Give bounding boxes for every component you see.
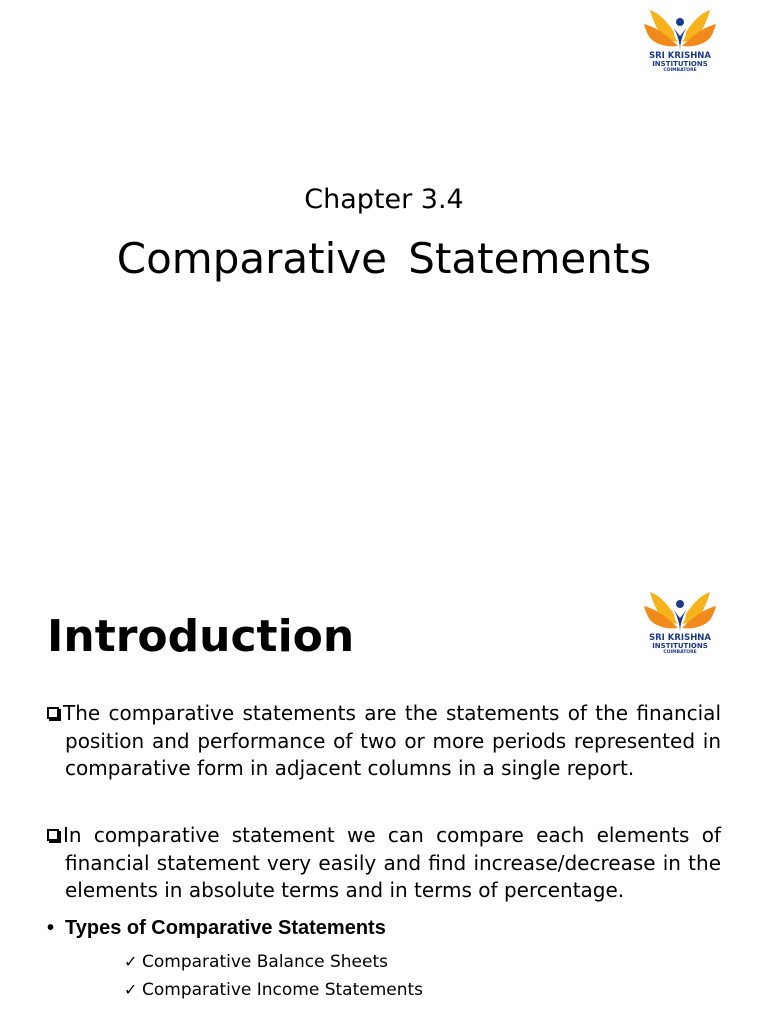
checkmark-icon: ✓: [124, 952, 138, 971]
paragraph-comparison: [47, 822, 721, 905]
book-wings-logo-icon: [640, 6, 720, 52]
slide-title: Comparative Statements: [116, 234, 652, 283]
logo-text-line2: INSTITUTIONS: [652, 60, 708, 68]
list-item: [124, 976, 423, 1004]
logo-text-line3: COIMBATORE: [663, 68, 697, 73]
list-item-text: Comparative Income Statements: [142, 980, 424, 1000]
chapter-number: Chapter 3.4: [304, 184, 464, 215]
types-list: [124, 948, 423, 1004]
paragraph-definition: [47, 700, 721, 783]
logo-text-line1: SRI KRISHNA: [648, 51, 711, 61]
institution-logo: [640, 588, 720, 655]
types-heading-text: Types of Comparative Statements: [65, 917, 386, 939]
logo-text-line3: COIMBATORE: [663, 650, 697, 655]
section-heading: Introduction: [47, 611, 355, 662]
bullet-dot-icon: •: [47, 917, 55, 939]
book-wings-logo-icon: [640, 588, 720, 634]
list-item-text: Comparative Balance Sheets: [142, 952, 388, 972]
types-heading: [47, 916, 386, 940]
paragraph-text: The comparative statements are the statements of the financial position and performance of two or more periods represented in comparative form in adjacent columns in a single report.: [63, 701, 721, 780]
logo-text-line2: INSTITUTIONS: [652, 642, 708, 650]
institution-logo: [640, 6, 720, 73]
list-item: [124, 948, 423, 976]
square-bullet-icon: [47, 707, 59, 719]
logo-text-line1: SRI KRISHNA: [648, 633, 711, 643]
square-bullet-icon: [47, 829, 59, 841]
introduction-slide: [0, 512, 768, 1024]
paragraph-text: In comparative statement we can compare each elements of financial statement very easily and find increase/decrease in the elements in absolute terms and in terms of percentage.: [63, 823, 721, 902]
checkmark-icon: ✓: [124, 980, 138, 999]
